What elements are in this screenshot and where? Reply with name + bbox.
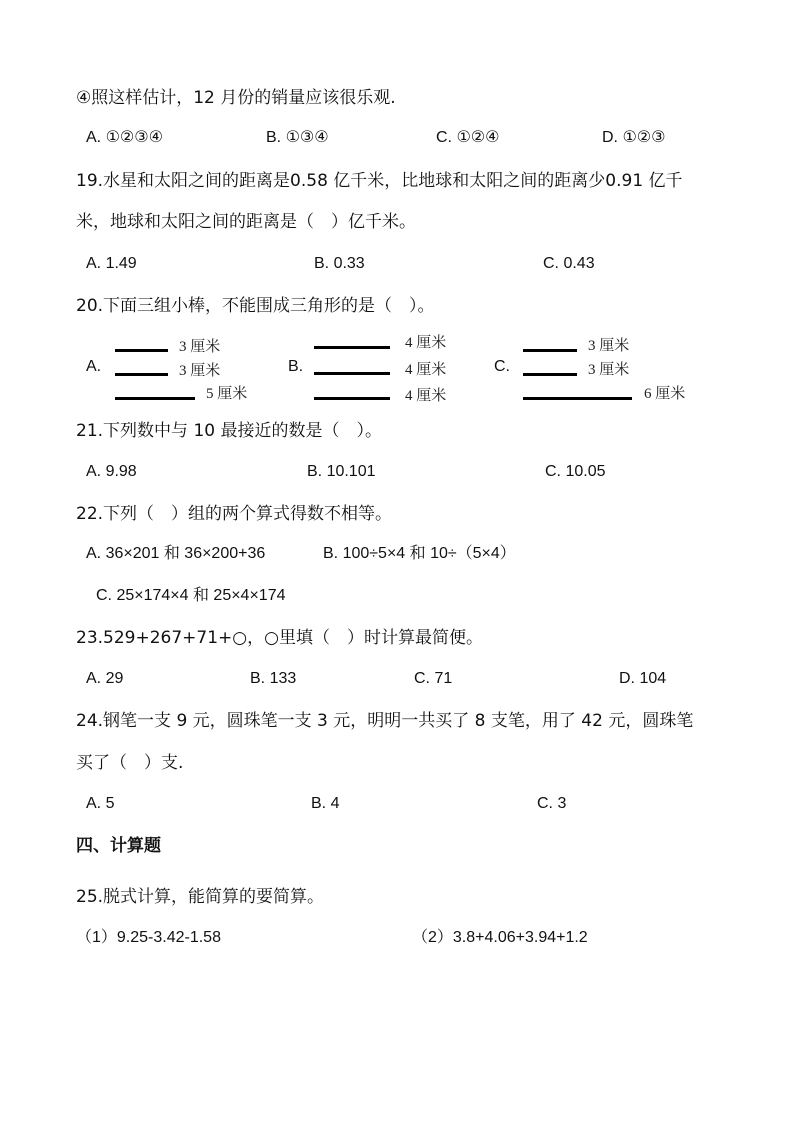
q20-group-a-label: A. [86, 358, 102, 375]
q20-group-a-stick-2-length: 3 厘米 [179, 363, 221, 379]
q19-line-2: 米，地球和太阳之间的距离是（ ）亿千米。 [76, 212, 416, 232]
q23-option-b: B. 133 [250, 670, 297, 687]
q22-option-c: C. 25×174×4 和 25×4×174 [96, 587, 286, 604]
q19-option-c: C. 0.43 [543, 255, 595, 272]
q22-option-b: B. 100÷5×4 和 10÷（5×4） [323, 545, 516, 562]
q20-group-a-stick-2 [115, 373, 168, 376]
q25-item-2: （2）3.8+4.06+3.94+1.2 [412, 929, 588, 946]
q18-option-a: A. ①②③④ [86, 129, 163, 146]
q24-option-b: B. 4 [311, 795, 340, 812]
q20-group-c-label: C. [494, 358, 510, 375]
q18-statement-4: ④照这样估计，12 月份的销量应该很乐观. [76, 88, 396, 108]
q20-group-c-stick-3 [523, 397, 632, 400]
q19-option-b: B. 0.33 [314, 255, 365, 272]
q23-option-c: C. 71 [414, 670, 453, 687]
q22-option-a: A. 36×201 和 36×200+36 [86, 545, 266, 562]
q23-line-1: 23.529+267+71+○，○里填（ ）时计算最简便。 [76, 628, 483, 648]
q20-group-c-stick-3-length: 6 厘米 [644, 386, 686, 402]
q20-group-b-label: B. [288, 358, 304, 375]
q20-group-b-stick-1-length: 4 厘米 [405, 335, 447, 351]
q20-group-a-stick-1 [115, 349, 168, 352]
q18-option-c: C. ①②④ [436, 129, 500, 146]
q21-line-1: 21.下列数中与 10 最接近的数是（ ）。 [76, 421, 382, 441]
q24-line-1: 24.钢笔一支 9 元，圆珠笔一支 3 元，明明一共买了 8 支笔，用了 42 元，圆珠笔 [76, 711, 694, 731]
q25-line-1: 25.脱式计算，能简算的要简算。 [76, 887, 325, 907]
q18-option-d: D. ①②③ [602, 129, 666, 146]
q25-item-1: （1）9.25-3.42-1.58 [76, 929, 221, 946]
q20-group-a-stick-3-length: 5 厘米 [206, 386, 248, 402]
q20-group-c-stick-2 [523, 373, 577, 376]
q20-group-b-stick-3 [314, 397, 390, 400]
section-4-heading: 四、计算题 [76, 836, 161, 856]
q20-group-b-stick-2-length: 4 厘米 [405, 362, 447, 378]
q19-option-a: A. 1.49 [86, 255, 137, 272]
q22-line-1: 22.下列（ ）组的两个算式得数不相等。 [76, 504, 393, 524]
q20-group-c-stick-2-length: 3 厘米 [588, 362, 630, 378]
q23-option-a: A. 29 [86, 670, 124, 687]
q20-group-b-stick-2 [314, 372, 390, 375]
q20-group-a-stick-3 [115, 397, 195, 400]
q20-group-b-stick-3-length: 4 厘米 [405, 388, 447, 404]
q19-line-1: 19.水星和太阳之间的距离是0.58 亿千米，比地球和太阳之间的距离少0.91 亿千 [76, 171, 683, 191]
q20-group-c-stick-1 [523, 349, 577, 352]
q20-line-1: 20.下面三组小棒，不能围成三角形的是（ ）。 [76, 296, 435, 316]
q24-option-c: C. 3 [537, 795, 567, 812]
q20-group-a-stick-1-length: 3 厘米 [179, 339, 221, 355]
q21-option-a: A. 9.98 [86, 463, 137, 480]
q18-option-b: B. ①③④ [266, 129, 329, 146]
q21-option-b: B. 10.101 [307, 463, 376, 480]
q24-option-a: A. 5 [86, 795, 115, 812]
q23-option-d: D. 104 [619, 670, 667, 687]
q24-line-2: 买了（ ）支. [76, 753, 184, 773]
q20-group-c-stick-1-length: 3 厘米 [588, 338, 630, 354]
q20-group-b-stick-1 [314, 346, 390, 349]
q21-option-c: C. 10.05 [545, 463, 606, 480]
